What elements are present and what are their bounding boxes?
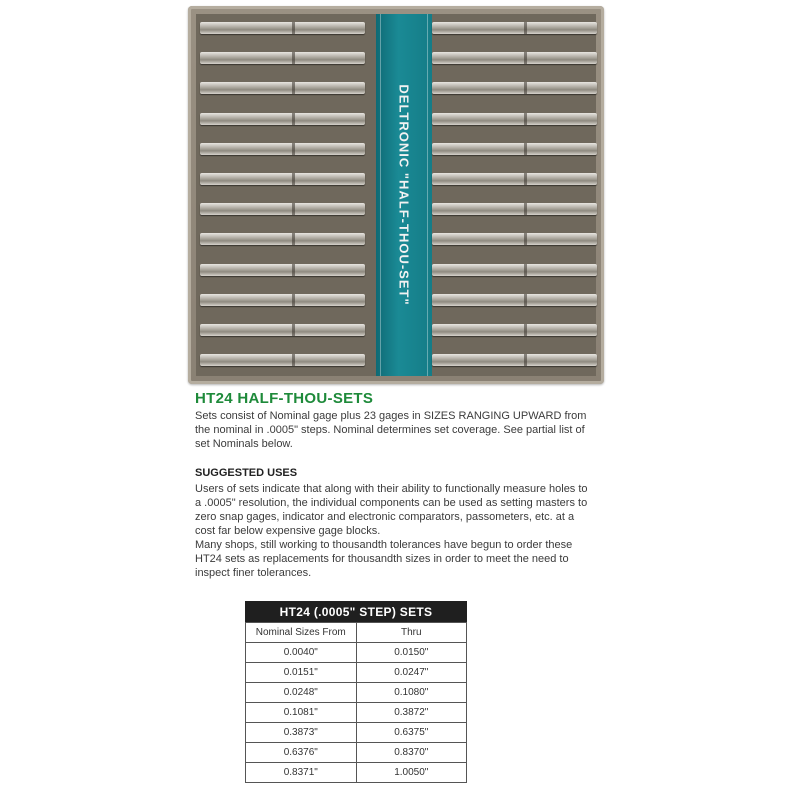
gage-pin-left	[200, 173, 365, 185]
uses-paragraph: Users of sets indicate that along with their ability to functionally measure holes to a .0005" resolution, the individual components can be used as setting masters to zero snap gages, indicator and electronic comparators, passometers, etc. at a cost far below expensive gage blocks.	[195, 483, 588, 537]
gage-pin-left	[200, 324, 365, 336]
gage-pin-right	[432, 294, 597, 306]
thru-cell: 0.8370"	[356, 743, 466, 763]
nominal-from-cell: 0.1081"	[246, 703, 357, 723]
gage-pin-right	[432, 264, 597, 276]
product-photo	[188, 6, 604, 384]
gage-pin-right	[432, 113, 597, 125]
thru-cell: 0.6375"	[356, 723, 466, 743]
gage-pin-left	[200, 143, 365, 155]
gage-pin-right	[432, 22, 597, 34]
gage-pin-left	[200, 264, 365, 276]
gage-tray	[196, 14, 596, 376]
table-row	[246, 743, 467, 763]
table-row	[246, 703, 467, 723]
table-title: HT24 (.0005" STEP) SETS	[245, 601, 467, 622]
nominal-from-cell: 0.0040"	[246, 643, 357, 663]
sets-table	[245, 601, 467, 783]
nominal-from-cell: 0.0248"	[246, 683, 357, 703]
gage-pin-right	[432, 52, 597, 64]
gage-pin-right	[432, 143, 597, 155]
gage-pin-left	[200, 82, 365, 94]
gage-pin-left	[200, 22, 365, 34]
suggested-uses-title: SUGGESTED USES	[195, 467, 298, 479]
section-heading: HT24 HALF-THOU-SETS	[195, 390, 374, 407]
uses-paragraph: Many shops, still working to thousandth tolerances have begun to order these HT24 sets as replacements for thousandth sizes in order to meet the need to inspect finer tolerances.	[195, 539, 573, 579]
nominal-from-cell: 0.3873"	[246, 723, 357, 743]
gage-pin-left	[200, 113, 365, 125]
thru-cell: 0.1080"	[356, 683, 466, 703]
thru-cell: 0.0150"	[356, 643, 466, 663]
set-label-text: DELTRONIC "HALF-THOU-SET"	[396, 84, 412, 306]
table-row	[246, 763, 467, 783]
gage-pin-right	[432, 233, 597, 245]
gage-pin-right	[432, 203, 597, 215]
gage-pin-left	[200, 233, 365, 245]
gage-pin-right	[432, 82, 597, 94]
gage-pin-right	[432, 324, 597, 336]
nominal-from-cell: 0.8371"	[246, 763, 357, 783]
table-row	[246, 643, 467, 663]
nominal-from-cell: 0.0151"	[246, 663, 357, 683]
gage-pin-left	[200, 354, 365, 366]
gage-pin-left	[200, 294, 365, 306]
gage-pin-right	[432, 354, 597, 366]
thru-cell: 0.3872"	[356, 703, 466, 723]
column-header: Nominal Sizes From	[246, 623, 357, 643]
thru-cell: 0.0247"	[356, 663, 466, 683]
table-header-row	[246, 623, 467, 643]
column-header: Thru	[356, 623, 466, 643]
nominal-from-cell: 0.6376"	[246, 743, 357, 763]
set-label-band	[376, 14, 432, 376]
gage-pin-left	[200, 203, 365, 215]
gage-pin-right	[432, 173, 597, 185]
table-row	[246, 663, 467, 683]
gage-pin-left	[200, 52, 365, 64]
thru-cell: 1.0050"	[356, 763, 466, 783]
table-row	[246, 723, 467, 743]
suggested-uses-text	[195, 482, 595, 580]
intro-paragraph: Sets consist of Nominal gage plus 23 gages in SIZES RANGING UPWARD from the nominal in .0005" steps. Nominal determines set coverage. See partial list of set Nominals below.	[195, 410, 587, 450]
table-row	[246, 683, 467, 703]
